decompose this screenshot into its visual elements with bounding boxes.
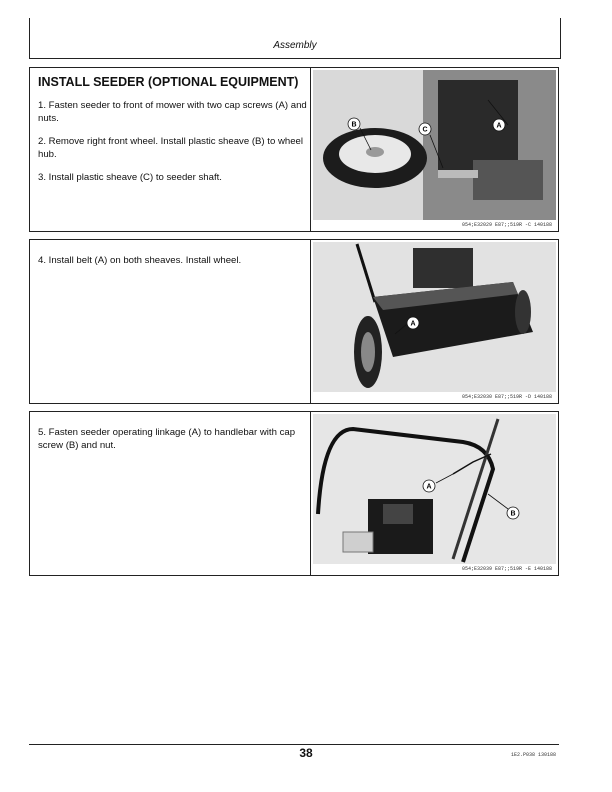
svg-text:A: A	[496, 122, 502, 130]
callout-a	[423, 480, 435, 492]
section-text	[38, 420, 308, 462]
figure-belt-photo	[310, 240, 558, 403]
svg-text:A: A	[410, 320, 416, 328]
callout-c	[419, 123, 431, 135]
svg-text:B: B	[510, 510, 516, 518]
sheave-photo	[313, 70, 556, 220]
callout-a	[493, 119, 505, 131]
step-5: 5. Fasten seeder operating linkage (A) to handlebar with cap screw (B) and nut.	[38, 427, 296, 451]
step-4: 4. Install belt (A) on both sheaves. Install wheel.	[38, 255, 242, 266]
page-number: 38	[299, 746, 313, 760]
callout-b	[507, 507, 519, 519]
section-text	[38, 248, 308, 277]
footer-rule	[29, 744, 559, 745]
header-title: Assembly	[273, 40, 317, 51]
step-2: 2. Remove right front wheel. Install plastic sheave (B) to wheel hub.	[38, 136, 304, 160]
svg-text:A: A	[426, 483, 432, 491]
step-3: 3. Install plastic sheave (C) to seeder shaft.	[38, 172, 222, 183]
belt-photo	[313, 242, 556, 392]
section-seeder-linkage	[29, 411, 559, 576]
svg-text:C: C	[422, 126, 428, 134]
section-heading: INSTALL SEEDER (OPTIONAL EQUIPMENT)	[38, 75, 299, 89]
footer-code: 1E2.P038 130188	[510, 752, 556, 758]
figure-sheave-photo	[310, 68, 558, 231]
page-header	[29, 18, 561, 59]
callout-a	[407, 317, 419, 329]
section-install-seeder	[29, 67, 559, 232]
step-1: 1. Fasten seeder to front of mower with two cap screws (A) and nuts.	[38, 100, 307, 124]
section-text	[38, 76, 308, 194]
linkage-photo	[313, 414, 556, 564]
section-install-belt	[29, 239, 559, 404]
figure-code: 054;E32039 E87;;519R -E 140188	[461, 566, 552, 572]
figure-code: 054;E32030 E87;;519R -D 140188	[461, 394, 552, 400]
callout-b	[348, 118, 360, 130]
figure-code: 054;E32029 E87;;519R -C 140188	[461, 222, 552, 228]
svg-text:B: B	[351, 121, 357, 129]
figure-linkage-photo	[310, 412, 558, 575]
